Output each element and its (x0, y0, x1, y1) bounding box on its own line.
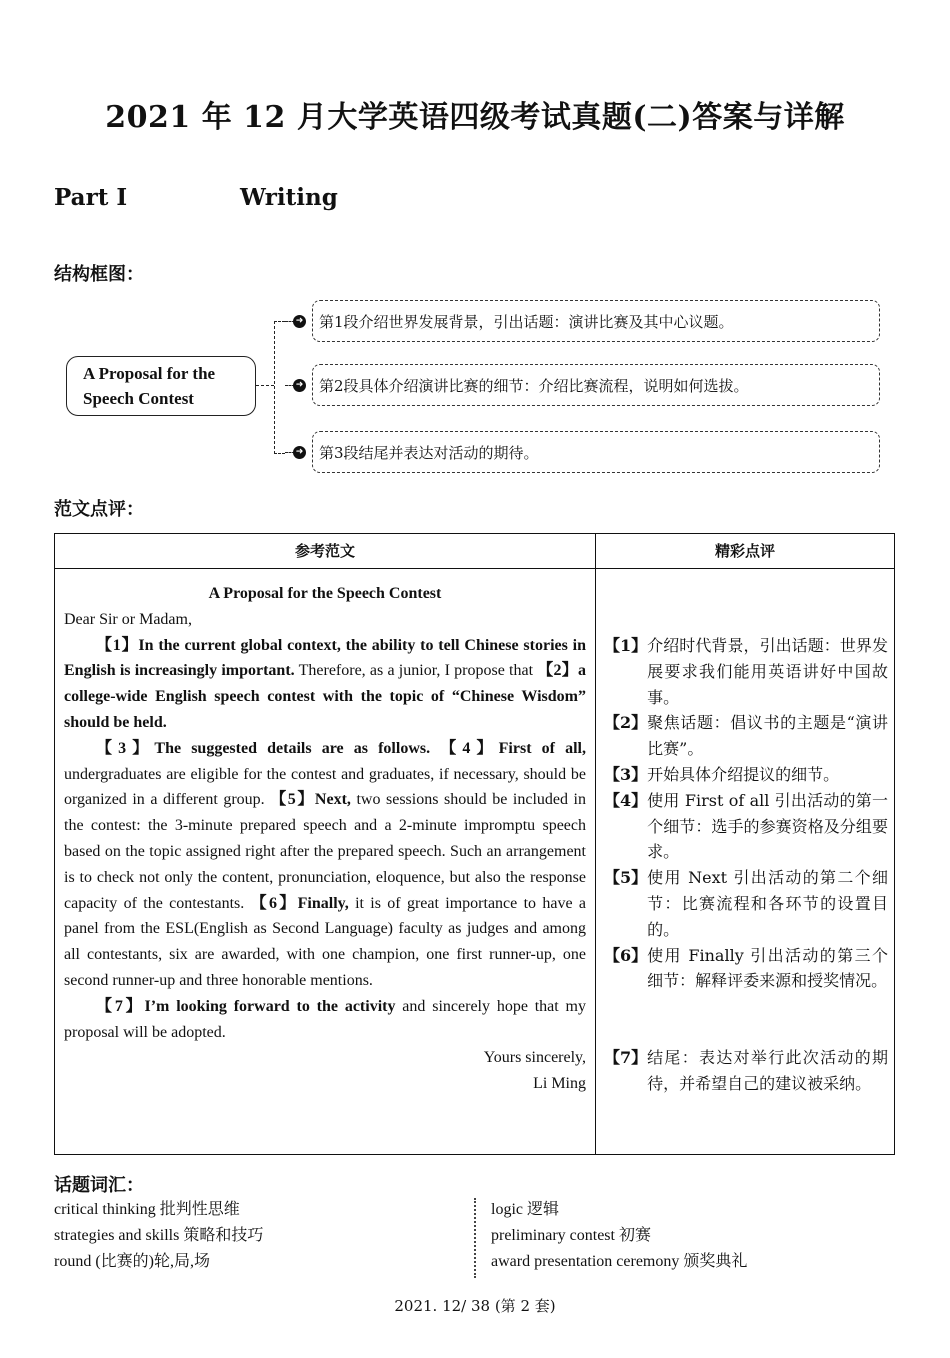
comment-number: 【3】 (604, 764, 648, 784)
comments-group-1 (604, 633, 888, 994)
part-name: Writing (240, 184, 338, 211)
highlight-7: I’m looking forward to the activity (144, 997, 396, 1015)
table-header-divider (55, 568, 894, 569)
comment-item (604, 788, 888, 865)
essay-text: two sessions should be included in the contest: the 3-minute prepared speech and a 2-minute impromptu speech based on the topic assigned right after the prepared speech. Such an arrangement is to check not only the content, pronunciation, eloquence, but also the response capacity of the contestants. (64, 791, 586, 912)
part-number: Part Ⅰ (54, 184, 128, 211)
comment-number: 【1】 (604, 636, 648, 655)
comment-number: 【6】 (604, 945, 648, 965)
essay-text: undergraduates are eligible for the contest and graduates, if necessary, should be organized in a different group. (64, 765, 586, 809)
vocab-item: round (比赛的)轮,局,场 (54, 1253, 210, 1270)
table-divider (595, 534, 596, 1154)
branch-node-3: 第3段结尾并表达对活动的期待。 (312, 431, 880, 473)
root-node (66, 356, 256, 416)
comment-text: 结尾：表达对举行此次活动的期待，并希望自己的建议被采纳。 (647, 1048, 888, 1093)
branch-node-2: 第2段具体介绍演讲比赛的细节：介绍比赛流程，说明如何选拔。 (312, 364, 880, 406)
essay-text: Therefore, as a junior, I propose that (294, 662, 538, 680)
marker-2: 【2】 (537, 662, 578, 680)
vocab-item: award presentation ceremony 颁奖典礼 (491, 1253, 748, 1270)
marker-5: 【5】 (270, 791, 315, 809)
comment-number: 【7】 (604, 1048, 648, 1067)
page-title: 2021 年 12 月大学英语四级考试真题(二)答案与详解 (105, 100, 845, 135)
comment-text: 使用 Finally 引出活动的第三个细节：解释评委来源和授奖情况。 (647, 945, 888, 991)
highlight-4: First of all, (498, 739, 586, 757)
essay-paragraph-1 (64, 633, 586, 736)
arrow-circle-icon: ➜ (293, 315, 306, 328)
vocab-list-right (491, 1197, 747, 1275)
root-node-line1: A Proposal for the (83, 364, 216, 383)
arrow-circle-icon: ➜ (293, 379, 306, 392)
comment-text: 聚焦话题：倡议书的主题是“演讲比赛”。 (647, 713, 888, 759)
marker-6: 【6】 (250, 894, 298, 912)
vocab-item: critical thinking 批判性思维 (54, 1201, 240, 1218)
branch-bracket (274, 321, 285, 454)
comment-number: 【5】 (604, 868, 648, 888)
comment-number: 【4】 (604, 790, 648, 810)
vocab-divider (474, 1198, 476, 1278)
column-header-comments: 精彩点评 (714, 542, 775, 560)
essay-closing: Yours sincerely, (483, 1049, 586, 1067)
highlight-2: a college-wide English speech contest with the topic of “Chinese Wisdom” should be held. (64, 662, 586, 731)
essay-salutation: Dear Sir or Madam, (64, 610, 192, 628)
comment-item (604, 762, 888, 788)
comments-group-2 (604, 1045, 888, 1097)
highlight-1: In the current global context, the ability to tell Chinese stories in English is increasingly important. (64, 636, 586, 680)
essay-title: A Proposal for the Speech Contest (208, 585, 442, 602)
comment-text: 介绍时代背景，引出话题：世界发展要求我们能用英语讲好中国故事。 (647, 636, 888, 707)
comment-item (604, 710, 888, 762)
vocab-heading: 话题词汇： (54, 1175, 144, 1196)
marker-3: 【3】 (96, 739, 155, 757)
marker-7: 【7】 (96, 997, 145, 1015)
review-heading: 范文点评： (54, 499, 144, 520)
comment-text: 开始具体介绍提议的细节。 (647, 764, 840, 784)
comment-text: 使用 First of all 引出活动的第一个细节：选手的参赛资格及分组要求。 (647, 790, 888, 862)
comment-item (604, 1045, 888, 1097)
connector-line (256, 385, 274, 386)
vocab-item: logic 逻辑 (491, 1201, 559, 1218)
branch-node-1: 第1段介绍世界发展背景，引出话题：演讲比赛及其中心议题。 (312, 300, 880, 342)
comment-item (604, 943, 888, 995)
page-footer: 2021. 12/ 38 (第 2 套) (394, 1297, 556, 1315)
review-table (54, 533, 895, 1155)
essay-paragraph-2 (64, 736, 586, 994)
essay-text: and sincerely hope that my proposal will be adopted. (64, 997, 587, 1041)
column-header-essay: 参考范文 (294, 542, 355, 560)
essay-signature: Li Ming (533, 1075, 586, 1093)
arrow-circle-icon: ➜ (293, 446, 306, 459)
essay-text: it is of great importance to have a panel from the ESL(English as Second Language) faculty as judges and among all contestants, six are awarded, with one champion, one first runner-up, one second runner-up and three honorable mentions. (64, 894, 587, 989)
vocab-item: strategies and skills 策略和技巧 (54, 1227, 264, 1244)
vocab-item: preliminary contest 初赛 (491, 1227, 651, 1244)
essay-paragraph-3 (64, 994, 586, 1046)
comment-number: 【2】 (604, 713, 648, 733)
highlight-6: Finally, (297, 894, 349, 912)
comment-item (604, 865, 888, 942)
structure-heading: 结构框图： (54, 264, 144, 285)
marker-4: 【4】 (430, 739, 499, 757)
highlight-3: The suggested details are as follows. (154, 739, 431, 757)
vocab-list-left (54, 1197, 263, 1275)
sample-essay (64, 581, 586, 1097)
marker-1: 【1】 (96, 636, 139, 654)
highlight-5: Next, (314, 791, 351, 809)
comment-text: 使用 Next 引出活动的第二个细节：比赛流程和各环节的设置目的。 (647, 868, 888, 939)
comment-item (604, 633, 888, 710)
root-node-line2: Speech Contest (83, 389, 194, 408)
